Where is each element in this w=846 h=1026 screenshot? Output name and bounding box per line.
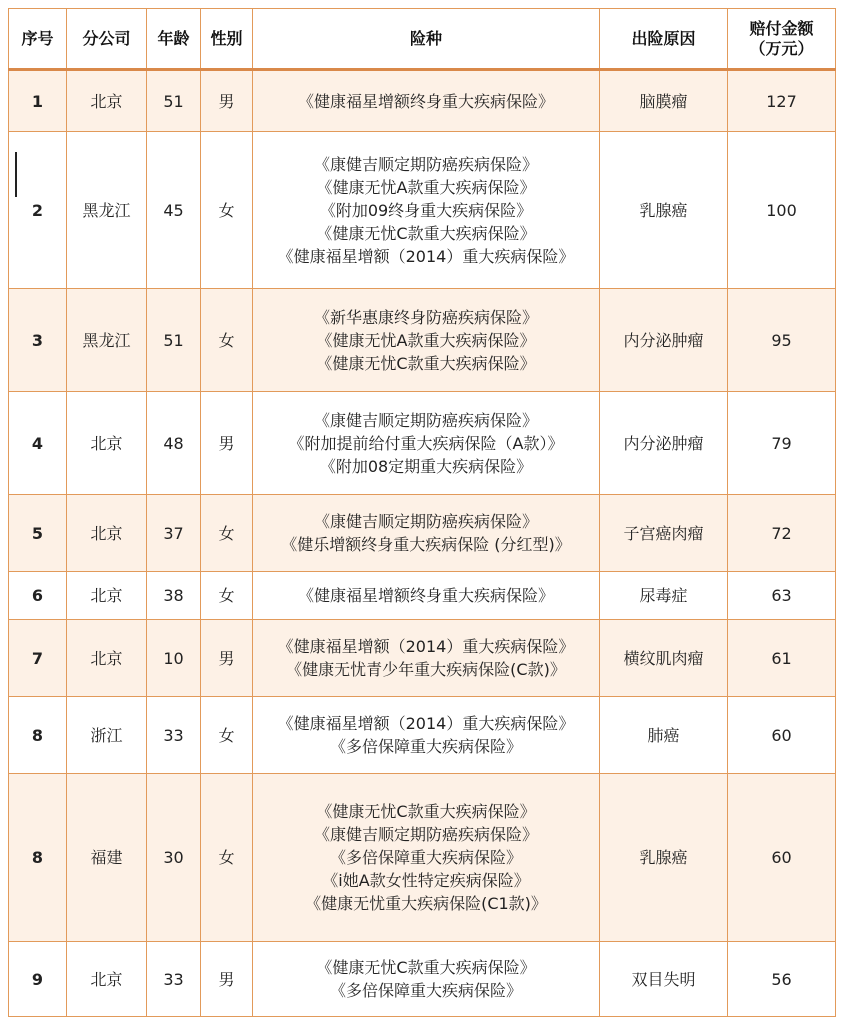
cell-branch: 北京 (67, 572, 147, 620)
cell-age: 10 (147, 620, 201, 697)
cell-reason: 内分泌肿瘤 (600, 392, 728, 495)
cell-index: 5 (9, 495, 67, 572)
cell-product (253, 774, 600, 942)
cell-amount: 63 (728, 572, 836, 620)
cell-age: 37 (147, 495, 201, 572)
cell-amount: 100 (728, 132, 836, 289)
header-product: 险种 (253, 9, 600, 70)
cell-age: 38 (147, 572, 201, 620)
product-name: 《健康无忧C款重大疾病保险》 (316, 958, 536, 977)
cell-branch: 福建 (67, 774, 147, 942)
cell-branch: 北京 (67, 620, 147, 697)
product-name: 《健乐增额终身重大疾病保险 (分红型)》 (281, 535, 571, 554)
cell-branch: 黑龙江 (67, 289, 147, 392)
cell-reason: 子宫癌肉瘤 (600, 495, 728, 572)
product-name: 《i她A款女性特定疾病保险》 (322, 871, 530, 890)
cell-gender: 男 (201, 392, 253, 495)
cell-age: 45 (147, 132, 201, 289)
product-name: 《健康无忧A款重大疾病保险》 (316, 177, 536, 197)
cell-gender: 女 (201, 774, 253, 942)
product-name: 《健康无忧重大疾病保险(C1款)》 (305, 894, 547, 913)
product-name: 《康健吉顺定期防癌疾病保险》 (313, 825, 538, 844)
cell-reason: 内分泌肿瘤 (600, 289, 728, 392)
table-row (9, 70, 836, 132)
cell-reason: 乳腺癌 (600, 132, 728, 289)
claims-table (8, 8, 836, 1017)
cell-product (253, 132, 600, 289)
table-row (9, 942, 836, 1017)
cell-reason: 尿毒症 (600, 572, 728, 620)
cell-branch: 浙江 (67, 697, 147, 774)
cell-age: 51 (147, 70, 201, 132)
cell-product (253, 70, 600, 132)
cell-index: 9 (9, 942, 67, 1017)
header-amount (728, 9, 836, 70)
product-name: 《健康无忧C款重大疾病保险》 (316, 223, 536, 243)
table-row (9, 572, 836, 620)
cell-index: 8 (9, 774, 67, 942)
header-amount-line1: 赔付金额 (749, 18, 814, 38)
cell-index: 1 (9, 70, 67, 132)
header-row (9, 9, 836, 70)
header-reason: 出险原因 (600, 9, 728, 70)
cell-branch: 北京 (67, 70, 147, 132)
cell-index: 4 (9, 392, 67, 495)
cropped-caption-strip (0, 0, 846, 8)
cell-gender: 男 (201, 620, 253, 697)
cell-branch: 黑龙江 (67, 132, 147, 289)
table-row (9, 289, 836, 392)
cell-index: 6 (9, 572, 67, 620)
cell-product (253, 942, 600, 1017)
cell-branch: 北京 (67, 495, 147, 572)
product-name: 《健康福星增额（2014）重大疾病保险》 (277, 246, 575, 266)
product-name: 《多倍保障重大疾病保险》 (329, 848, 522, 867)
cell-reason: 乳腺癌 (600, 774, 728, 942)
product-name: 《健康无忧青少年重大疾病保险(C款)》 (286, 660, 566, 679)
product-name: 《健康无忧C款重大疾病保险》 (316, 802, 536, 821)
cell-age: 33 (147, 942, 201, 1017)
product-name: 《附加09终身重大疾病保险》 (319, 200, 533, 220)
cell-gender: 女 (201, 289, 253, 392)
table-row (9, 132, 836, 289)
cell-gender: 女 (201, 572, 253, 620)
cell-index: 7 (9, 620, 67, 697)
cell-product (253, 697, 600, 774)
cell-gender: 男 (201, 70, 253, 132)
cell-branch: 北京 (67, 392, 147, 495)
cell-gender: 男 (201, 942, 253, 1017)
product-name: 《附加08定期重大疾病保险》 (319, 456, 533, 476)
cell-index: 8 (9, 697, 67, 774)
cell-amount: 79 (728, 392, 836, 495)
cell-reason: 双目失明 (600, 942, 728, 1017)
cell-age: 33 (147, 697, 201, 774)
cell-age: 30 (147, 774, 201, 942)
cell-reason: 肺癌 (600, 697, 728, 774)
table-row (9, 620, 836, 697)
text-cursor (15, 152, 17, 197)
product-name: 《健康福星增额终身重大疾病保险》 (297, 586, 554, 605)
product-name: 《附加提前给付重大疾病保险（A款）》 (288, 433, 564, 453)
cell-gender: 女 (201, 697, 253, 774)
cell-product (253, 392, 600, 495)
cell-gender: 女 (201, 495, 253, 572)
cell-age: 48 (147, 392, 201, 495)
product-name: 《康健吉顺定期防癌疾病保险》 (313, 512, 538, 531)
table-row (9, 774, 836, 942)
product-name: 《康健吉顺定期防癌疾病保险》 (313, 154, 538, 174)
product-name: 《健康福星增额（2014）重大疾病保险》 (277, 637, 575, 656)
cell-product (253, 572, 600, 620)
header-age: 年龄 (147, 9, 201, 70)
cell-amount: 56 (728, 942, 836, 1017)
header-gender: 性别 (201, 9, 253, 70)
header-branch: 分公司 (67, 9, 147, 70)
product-name: 《健康福星增额终身重大疾病保险》 (297, 91, 554, 111)
product-name: 《健康福星增额（2014）重大疾病保险》 (277, 714, 575, 733)
cell-amount: 60 (728, 697, 836, 774)
cell-index: 3 (9, 289, 67, 392)
cell-gender: 女 (201, 132, 253, 289)
product-name: 《康健吉顺定期防癌疾病保险》 (313, 410, 538, 430)
table-row (9, 495, 836, 572)
product-name: 《健康无忧C款重大疾病保险》 (316, 353, 536, 373)
cell-index: 2 (9, 132, 67, 289)
product-name: 《新华惠康终身防癌疾病保险》 (313, 307, 538, 327)
cell-product (253, 495, 600, 572)
cell-reason: 横纹肌肉瘤 (600, 620, 728, 697)
header-amount-line2: （万元） (749, 38, 814, 58)
table-row (9, 392, 836, 495)
cell-amount: 72 (728, 495, 836, 572)
cell-product (253, 620, 600, 697)
cell-reason: 脑膜瘤 (600, 70, 728, 132)
product-name: 《多倍保障重大疾病保险》 (329, 981, 522, 1000)
product-name: 《多倍保障重大疾病保险》 (329, 737, 522, 756)
cell-branch: 北京 (67, 942, 147, 1017)
cell-amount: 61 (728, 620, 836, 697)
cell-amount: 60 (728, 774, 836, 942)
header-index: 序号 (9, 9, 67, 70)
cell-amount: 95 (728, 289, 836, 392)
product-name: 《健康无忧A款重大疾病保险》 (316, 330, 536, 350)
cell-age: 51 (147, 289, 201, 392)
table-row (9, 697, 836, 774)
cell-amount: 127 (728, 70, 836, 132)
cell-product (253, 289, 600, 392)
